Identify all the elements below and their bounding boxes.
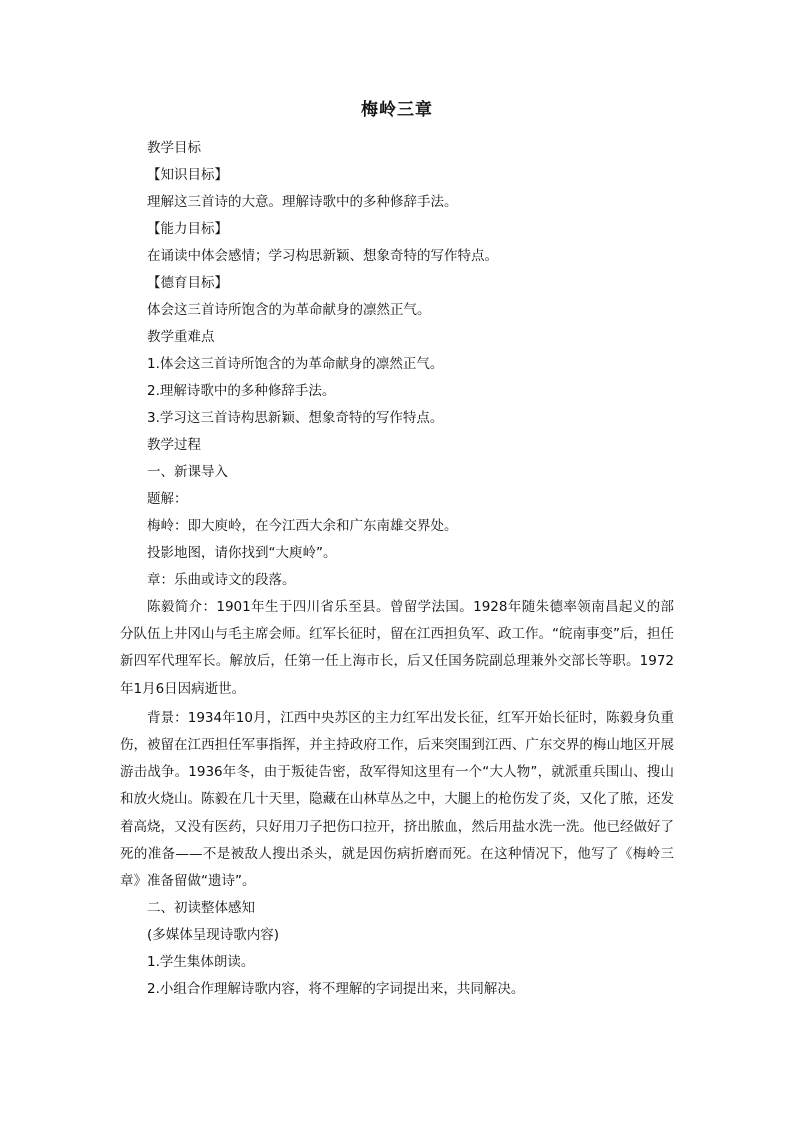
step-heading-first-reading: 二、初读整体感知	[147, 900, 255, 917]
section-heading-goals: 教学目标	[147, 140, 201, 156]
background-paragraph: 背景：1934年10月，江西中央苏区的主力红军出发长征，红军开始长征时，陈毅身负重伤，被留在江西担任军事指挥，并主持政府工作，后来突围到江西、广东交界的梅山地区开展游击战争。1936年冬，由于叛徒告密，敌军得知这里有一个“大人物”，就派重兵围山、搜山和放火烧山。陈毅在几十天里，隐藏在山林草丛之中，大腿上的枪伤发了炎，又化了脓，还发着高烧，又没有医药，只好用刀子把伤口拉开，挤出脓血，然后用盐水洗一洗。他已经做好了死的准备——不是被敌人搜出杀头，就是因伤病折磨而死。在这种情况下，他写了《梅岭三章》准备留做“遗诗”。	[120, 709, 674, 890]
knowledge-text: 理解这三首诗的大意。理解诗歌中的多种修辞手法。	[147, 194, 458, 210]
subheading-ability: 【能力目标】	[147, 221, 228, 237]
multimedia-note: (多媒体呈现诗歌内容)	[147, 927, 280, 944]
key-point-item: 1.体会这三首诗所饱含的为革命献身的凛然正气。	[147, 356, 444, 372]
meiling-explanation: 梅岭：即大庾岭，在今江西大余和广东南雄交界处。	[147, 518, 458, 534]
section-heading-key-points: 教学重难点	[147, 329, 215, 345]
key-point-item: 3.学习这三首诗构思新颖、想象奇特的写作特点。	[147, 410, 444, 426]
document-title: 梅岭三章	[361, 100, 433, 120]
step-heading-intro: 一、新课导入	[147, 464, 228, 480]
subheading-moral: 【德育目标】	[147, 275, 228, 291]
section-heading-process: 教学过程	[147, 437, 201, 453]
zhang-explanation: 章：乐曲或诗文的段落。	[147, 572, 296, 588]
ability-text: 在诵读中体会感情；学习构思新颖、想象奇特的写作特点。	[147, 248, 498, 264]
map-instruction: 投影地图，请你找到“大庾岭”。	[147, 545, 337, 561]
moral-text: 体会这三首诗所饱含的为革命献身的凛然正气。	[147, 302, 431, 318]
activity-item: 1.学生集体朗读。	[147, 954, 255, 971]
key-point-item: 2.理解诗歌中的多种修辞手法。	[147, 383, 336, 399]
document-page	[120, 98, 674, 1003]
subheading-knowledge: 【知识目标】	[147, 167, 228, 183]
title-explanation-label: 题解：	[147, 491, 188, 507]
chenyi-intro-paragraph: 陈毅简介：1901年生于四川省乐至县。曾留学法国。1928年随朱德率领南昌起义的部分队伍上井冈山与毛主席会师。红军长征时，留在江西担负军、政工作。“皖南事变”后，担任新四军代理军长。解放后，任第一任上海市长，后又任国务院副总理兼外交部长等职。1972年1月6日因病逝世。	[120, 599, 674, 697]
activity-item: 2.小组合作理解诗歌内容，将不理解的字词提出来，共同解决。	[147, 981, 525, 998]
